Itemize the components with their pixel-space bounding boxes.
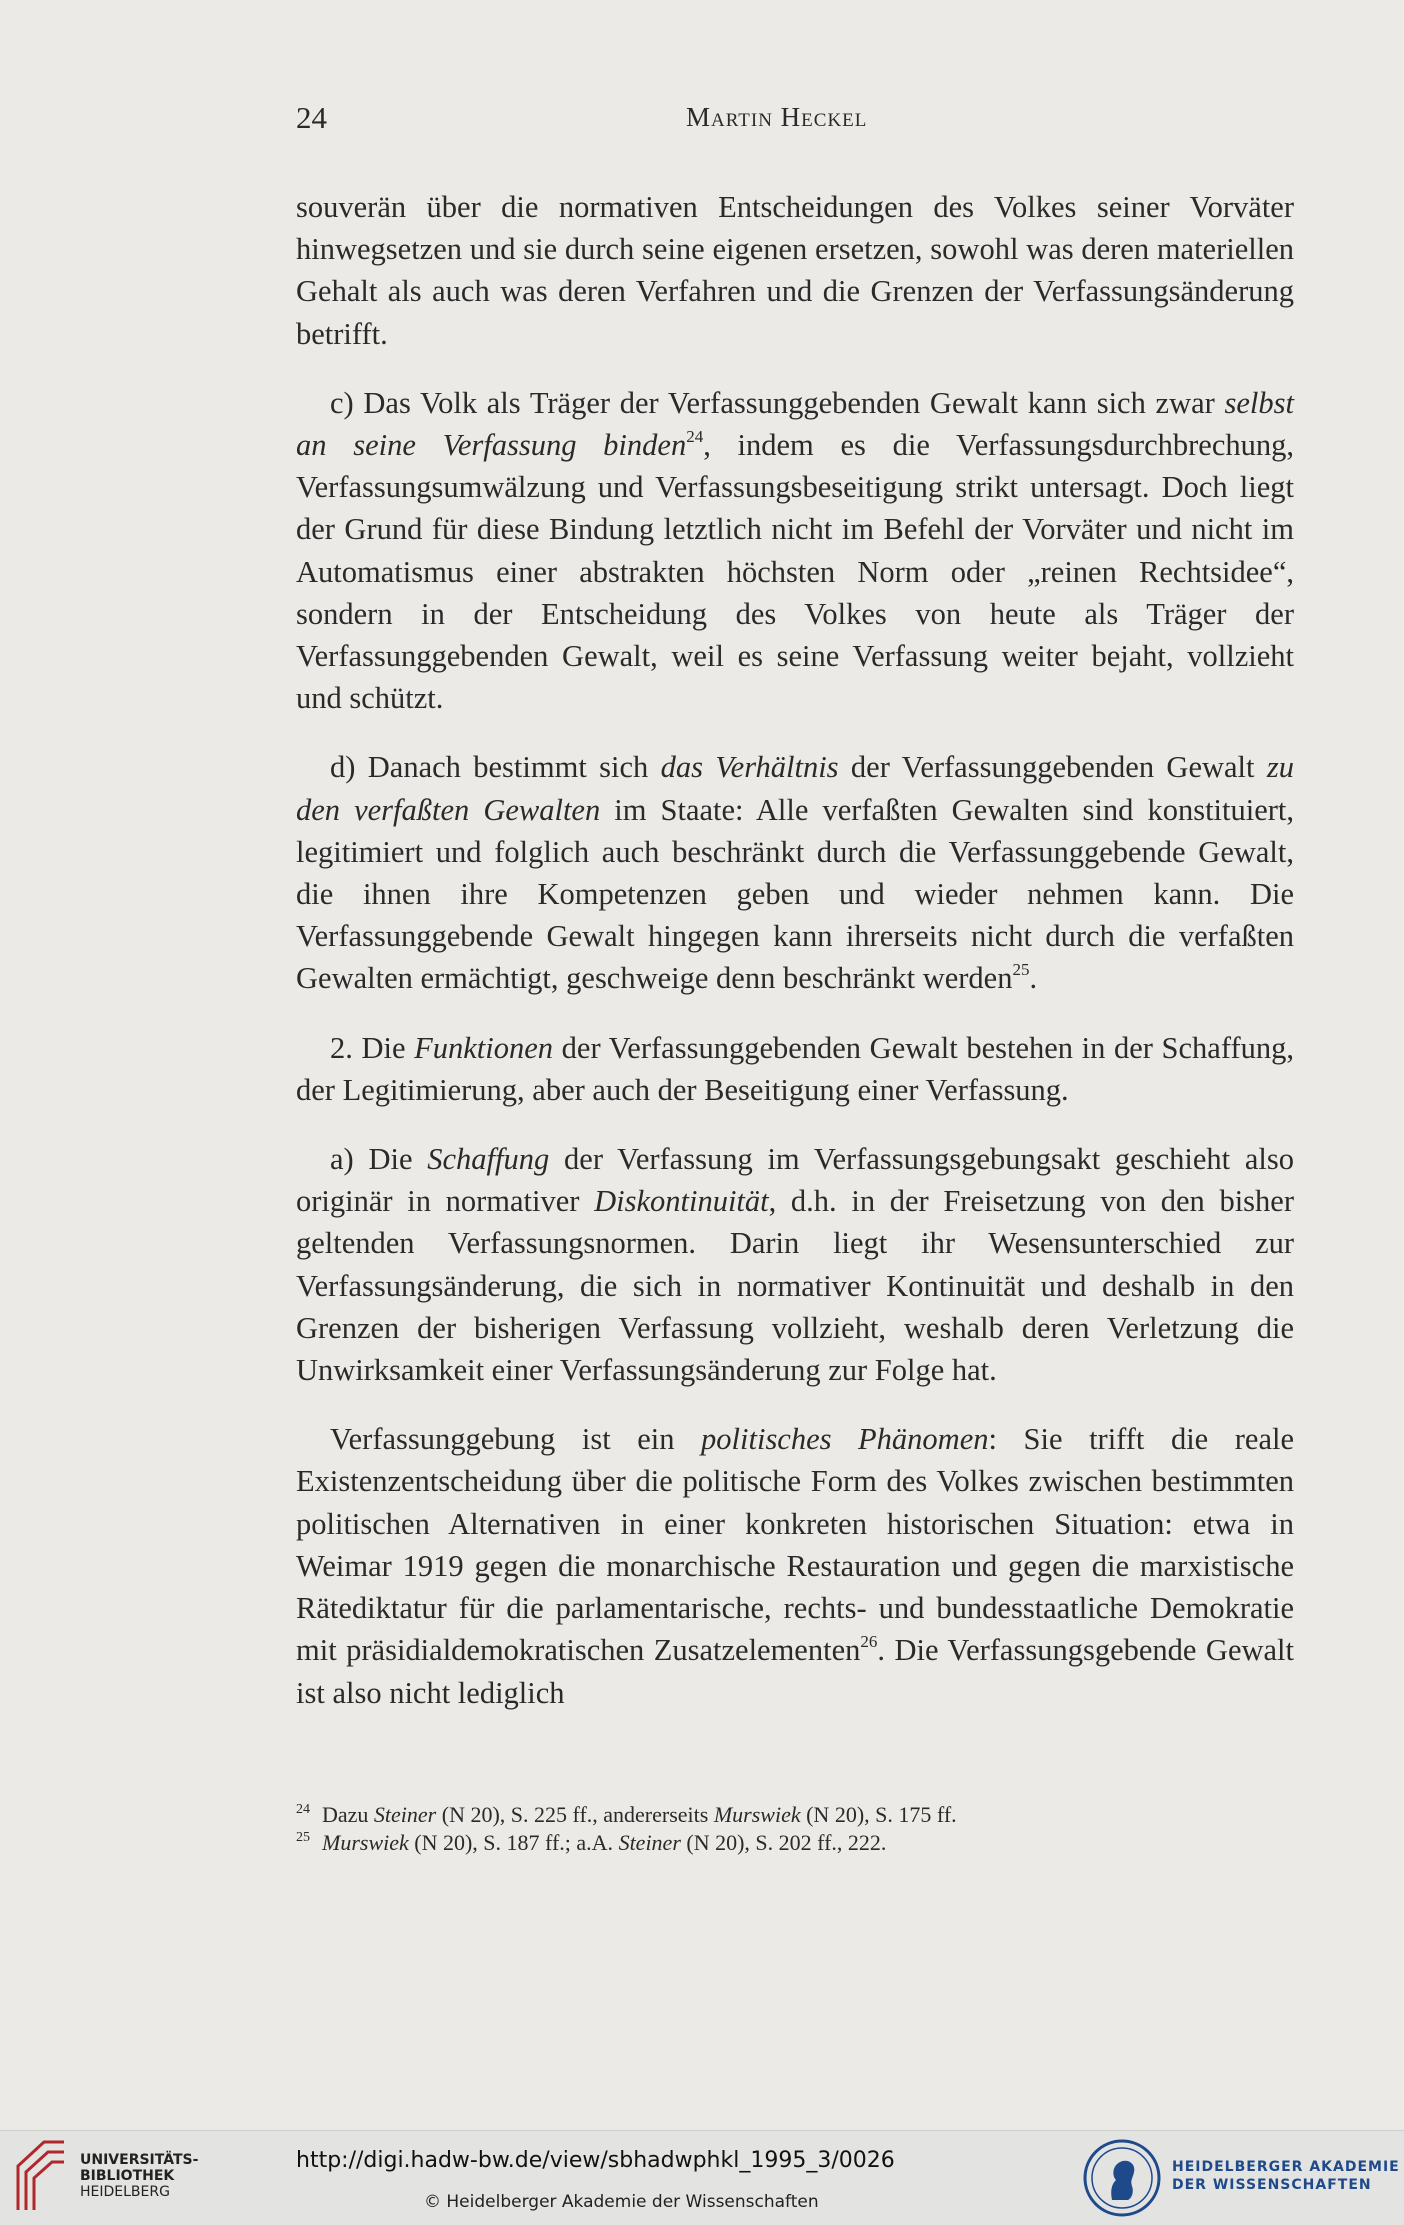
- source-url-link[interactable]: http://digi.hadw-bw.de/view/sbhadwphkl_1995_3/0026: [296, 2148, 895, 2173]
- footnote-ref[interactable]: 24: [686, 427, 704, 447]
- emphasis: selbst an seine Verfassung binden: [296, 385, 1294, 463]
- emphasis: Schaffung: [427, 1142, 550, 1177]
- footnote: $^{25}$ Murswiek (N 20), S. 187 ff.; a.A. Steiner (N 20), S. 202 ff., 222.: [296, 1830, 887, 1855]
- university-library-logo-icon: [14, 2136, 68, 2214]
- footnote: $^{24}$ Dazu Steiner (N 20), S. 225 ff., andererseits Murswiek (N 20), S. 175 ff.: [296, 1802, 957, 1827]
- copyright-notice: © Heidelberger Akademie der Wissenschaften: [424, 2192, 819, 2212]
- emphasis: Diskontinuität: [594, 1184, 769, 1219]
- running-head: Martin Heckel: [686, 102, 868, 132]
- academy-seal-icon: [1082, 2138, 1162, 2218]
- footnotes: [296, 1801, 1294, 1857]
- academy-name: HEIDELBERGER AKADEMIE DER WISSENSCHAFTEN: [1172, 2159, 1400, 2193]
- paragraph: c) Das Volk als Träger der Verfassunggebenden Gewalt kann sich zwar selbst an seine Verfassung binden$^{24}$, indem es die Verfassungsdurchbrechung, Verfassungsumwälzung und Verfassungsbeseitigung strikt untersagt. Doch liegt der Grund für diese Bindung letztlich nicht im Befehl der Vorväter und nicht im Automatismus einer abstrakten höchsten Norm oder „reinen Rechtsidee“, sondern in der Entscheidung des Volkes von heute als Träger der Verfassunggebenden Gewalt, weil es seine Verfassung weiter bejaht, vollzieht und schützt.: [296, 385, 1294, 716]
- page-number: 24: [296, 100, 327, 135]
- university-library-name: UNIVERSITÄTS- BIBLIOTHEK HEIDELBERG: [80, 2152, 199, 2200]
- footnote-ref[interactable]: 26: [860, 1632, 878, 1652]
- paragraph: d) Danach bestimmt sich das Verhältnis der Verfassunggebenden Gewalt zu den verfaßten Gewalten im Staate: Alle verfaßten Gewalten sind konstituiert, legitimiert und folglich auch beschränkt durch die Verfassunggebende Gewalt, die ihnen ihre Kompetenzen geben und wieder nehmen kann. Die Verfassunggebende Gewalt hingegen kann ihrerseits nicht durch die verfaßten Gewalten ermächtigt, geschweige denn beschränkt werden$^{25}$.: [296, 750, 1295, 996]
- emphasis: politisches Phänomen: [701, 1422, 989, 1457]
- paragraph: Verfassunggebung ist ein politisches Phänomen: Sie trifft die reale Existenzentscheidung über die politische Form des Volkes zwischen bestimmten politischen Alternativen in einer konkreten historischen Situation: etwa in Weimar 1919 gegen die monarchische Restauration und gegen die marxistische Rätediktatur für die parlamentarische, rechts- und bundesstaatliche Demokratie mit präsidialdemokratischen Zusatzelementen$^{26}$. Die Verfassungsgebende Gewalt ist also nicht lediglich: [296, 1422, 1295, 1710]
- paragraph: a) Die Schaffung der Verfassung im Verfassungsgebungsakt geschieht also originär in normativer Diskontinuität, d.h. in der Freisetzung von den bisher geltenden Verfassungsnormen. Darin liegt ihr Wesensunterschied zur Verfassungsänderung, die sich in normativer Kontinuität und deshalb in den Grenzen der bisherigen Verfassung vollzieht, weshalb deren Verletzung die Unwirksamkeit einer Verfassungsänderung zur Folge hat.: [296, 1142, 1295, 1388]
- body-text: [296, 186, 1294, 1714]
- paragraph: souverän über die normativen Entscheidungen des Volkes seiner Vorväter hinwegsetzen und sie durch seine eigenen ersetzen, sowohl was deren materiellen Gehalt als auch was deren Verfahren und die Grenzen der Verfassungsänderung betrifft.: [296, 190, 1294, 351]
- emphasis: das Verhältnis: [660, 750, 839, 785]
- paragraph: 2. Die Funktionen der Verfassunggebenden Gewalt bestehen in der Schaffung, der Legitimierung, aber auch der Beseitigung einer Verfassung.: [296, 1030, 1294, 1107]
- emphasis: Funktionen: [414, 1030, 554, 1065]
- emphasis: zu den verfaßten Gewalten: [296, 750, 1294, 827]
- footnote-ref[interactable]: 25: [1012, 960, 1030, 980]
- page-header: [296, 100, 1294, 140]
